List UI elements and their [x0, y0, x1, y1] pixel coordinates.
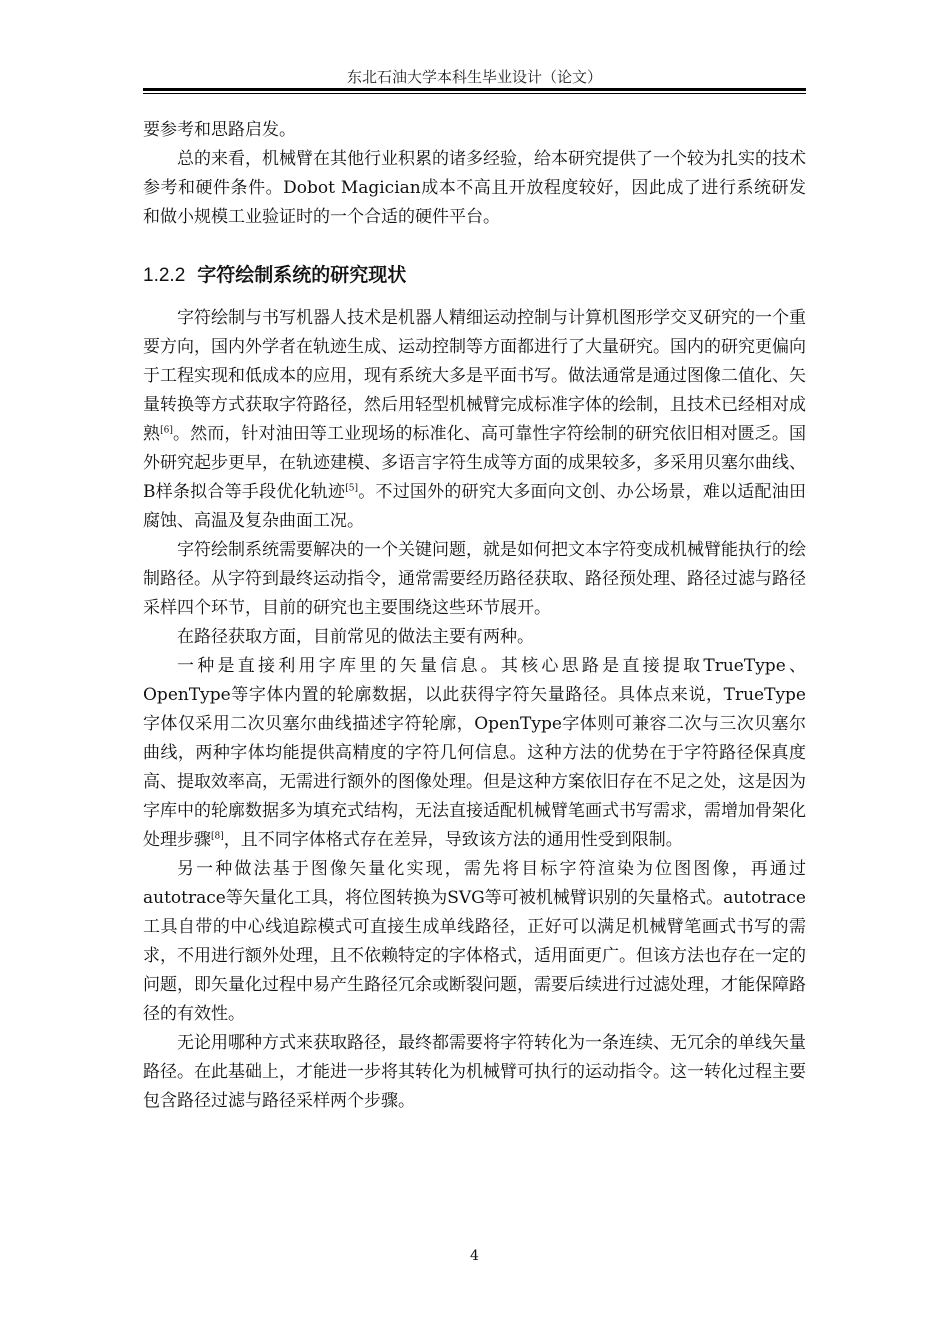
citation: [5]: [345, 483, 359, 494]
section-heading: [143, 261, 806, 290]
paragraph: 无论用哪种方式来获取路径，最终都需要将字符转化为一条连续、无冗余的单线矢量路径。在此基础上，才能进一步将其转化为机械臂可执行的运动指令。这一转化过程主要包含路径过滤与路径采样两个步骤。: [143, 1033, 806, 1111]
paragraph-text: ，且不同字体格式存在差异，导致该方法的通用性受到限制。: [223, 830, 683, 850]
paragraph-text: 一种是直接利用字库里的矢量信息。其核心思路是直接提取TrueType、OpenType等字体内置的轮廓数据，以此获得字符矢量路径。具体点来说，TrueType字体仅采用二次贝塞尔曲线描述字符轮廓，OpenType字体则可兼容二次与三次贝塞尔曲线，两种字体均能提供高精度的字符几何信息。这种方法的优势在于字符路径保真度高、提取效率高，无需进行额外的图像处理。但是这种方案依旧存在不足之处，这是因为字库中的轮廓数据多为填充式结构，无法直接适配机械臂笔画式书写需求，需增加骨架化处理步骤: [143, 656, 806, 850]
paragraph-text: 字符绘制与书写机器人技术是机器人精细运动控制与计算机图形学交叉研究的一个重要方向，国内外学者在轨迹生成、运动控制等方面都进行了大量研究。国内的研究更偏向于工程实现和低成本的应用，现有系统大多是平面书写。做法通常是通过图像二值化、矢量转换等方式获取字符路径，然后用轻型机械臂完成标准字体的绘制，且技术已经相对成熟: [143, 308, 806, 444]
paragraph: 另一种做法基于图像矢量化实现，需先将目标字符渲染为位图图像，再通过autotrace等矢量化工具，将位图转换为SVG等可被机械臂识别的矢量格式。autotrace工具自带的中心线追踪模式可直接生成单线路径，正好可以满足机械臂笔画式书写的需求，不用进行额外处理，且不依赖特定的字体格式，适用面更广。但该方法也存在一定的问题，即矢量化过程中易产生路径冗余或断裂问题，需要后续进行过滤处理，才能保障路径的有效性。: [143, 859, 806, 1024]
citation: [8]: [211, 831, 224, 842]
paragraph: 在路径获取方面，目前常见的做法主要有两种。: [177, 627, 534, 647]
running-header: 东北石油大学本科生毕业设计（论文）: [346, 68, 602, 86]
paragraph: 字符绘制系统需要解决的一个关键问题，就是如何把文本字符变成机械臂能执行的绘制路径。从字符到最终运动指令，通常需要经历路径获取、路径预处理、路径过滤与路径采样四个环节，目前的研究也主要围绕这些环节展开。: [143, 540, 806, 618]
header-rule-thick: [143, 88, 806, 91]
section-number: 1.2.2: [143, 265, 186, 286]
paragraph: 总的来看，机械臂在其他行业积累的诸多经验，给本研究提供了一个较为扎实的技术参考和硬件条件。Dobot Magician成本不高且开放程度较好，因此成了进行系统研发和做小规模工业验证时的一个合适的硬件平台。: [143, 149, 806, 227]
paragraph: [143, 304, 806, 536]
page-number: 4: [470, 1248, 479, 1264]
section-title: 字符绘制系统的研究现状: [197, 264, 407, 286]
paragraph-text: 。不过国外的研究大多面向文创、办公场景，难以适配油田腐蚀、高温及复杂曲面工况。: [143, 482, 807, 531]
page-body: [143, 116, 806, 1116]
paragraph: [143, 652, 806, 855]
paragraph-text: 。然而，针对油田等工业现场的标准化、高可靠性字符绘制的研究依旧相对匮乏。国外研究起步更早，在轨迹建模、多语言字符生成等方面的成果较多，多采用贝塞尔曲线、B样条拟合等手段优化轨迹: [143, 424, 807, 502]
header-rule-thin: [143, 93, 806, 94]
citation: [6]: [160, 425, 173, 436]
paragraph: 要参考和思路启发。: [143, 120, 296, 140]
